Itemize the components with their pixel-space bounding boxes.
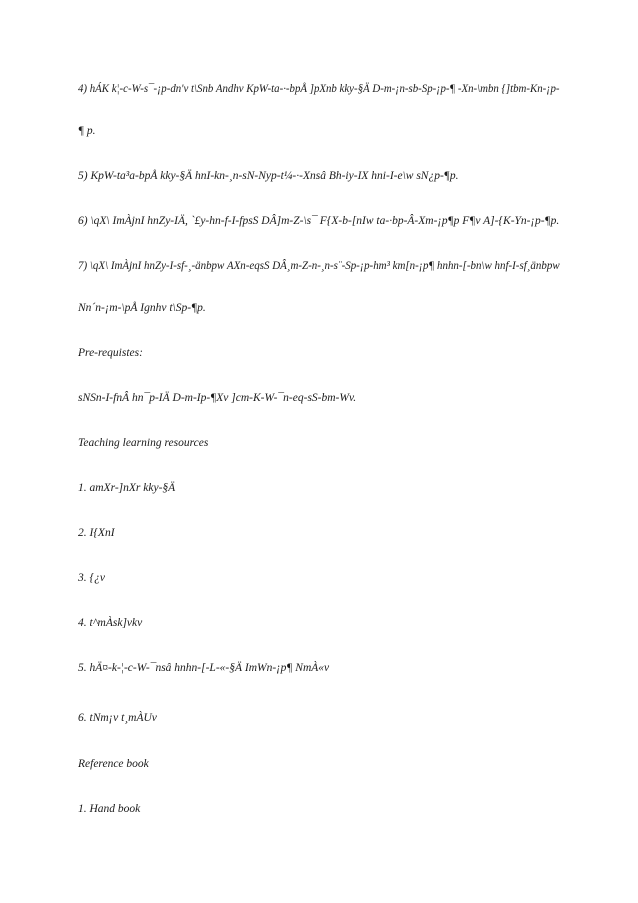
list-item-reference-1: 1. Hand book [78,803,141,815]
text-line-prerequisite: sNSn-I-fnÂ hn¯p-IÄ D-m-Ip-¶Xv ]cm-K-W-¯n-eq-sS-bm-Wv. [78,392,357,404]
list-item-resource-5: 5. hÄ¤-k-¦-c-W-¯nsâ hnhn-[-L-«-§Ä ImWn-¡p¶ NmÀ«v [78,662,330,674]
text-line-point-6: 6) \qX\ ImÀjnI hnZy-IÄ, `£y-hn-f-I-fpsS DÂ]m-Z-\s¯ F{X-b-[nIw ta-·bp-Â-Xm-¡p¶p F¶v A]-{K-Yn-¡p-¶p. [78,215,560,227]
text-line-point-5: 5) KpW-ta³a-bpÅ kky-§Ä hnI-kn-¸n-sN-Nyp-t¼-·-Xnsâ Bh-iy-IX hni-I-e\w sN¿p-¶p. [78,170,459,182]
heading-teaching-resources: Teaching learning resources [78,437,209,449]
text-line-point-4-cont: ¶ p. [78,125,96,137]
list-item-resource-1: 1. amXr-]nXr kky-§Ä [78,482,176,494]
text-line-point-7-cont: Nn´n-¡m-\pÅ Ignhv t\Sp-¶p. [78,302,206,314]
list-item-resource-3: 3. {¿v [78,572,105,584]
heading-pre-requistes: Pre-requistes: [78,347,143,359]
list-item-resource-4: 4. t^mÀsk]vkv [78,617,143,629]
text-line-point-4: 4) hÁK k¦-c-W-s¯-¡p-dn'v t\Snb Andhv KpW-ta-·-bpÅ ]pXnb kky-§Ä D-m-¡n-sb-Sp-¡p-¶ -Xn-\mbn {]tbm-Kn-¡p- [78,83,560,95]
list-item-resource-6: 6. tNm¡v t¸mÀUv [78,712,157,724]
heading-reference-book: Reference book [78,758,149,770]
list-item-resource-2: 2. I{XnI [78,527,115,539]
text-line-point-7: 7) \qX\ ImÀjnI hnZy-I-sf-¸-änbpw AXn-eqsS DÂ¸m-Z-n-¸n-s¨-Sp-¡p-hm³ km[n-¡p¶ hnhn-[-bn\w hnf-I-sf¸änbpw [78,260,560,272]
